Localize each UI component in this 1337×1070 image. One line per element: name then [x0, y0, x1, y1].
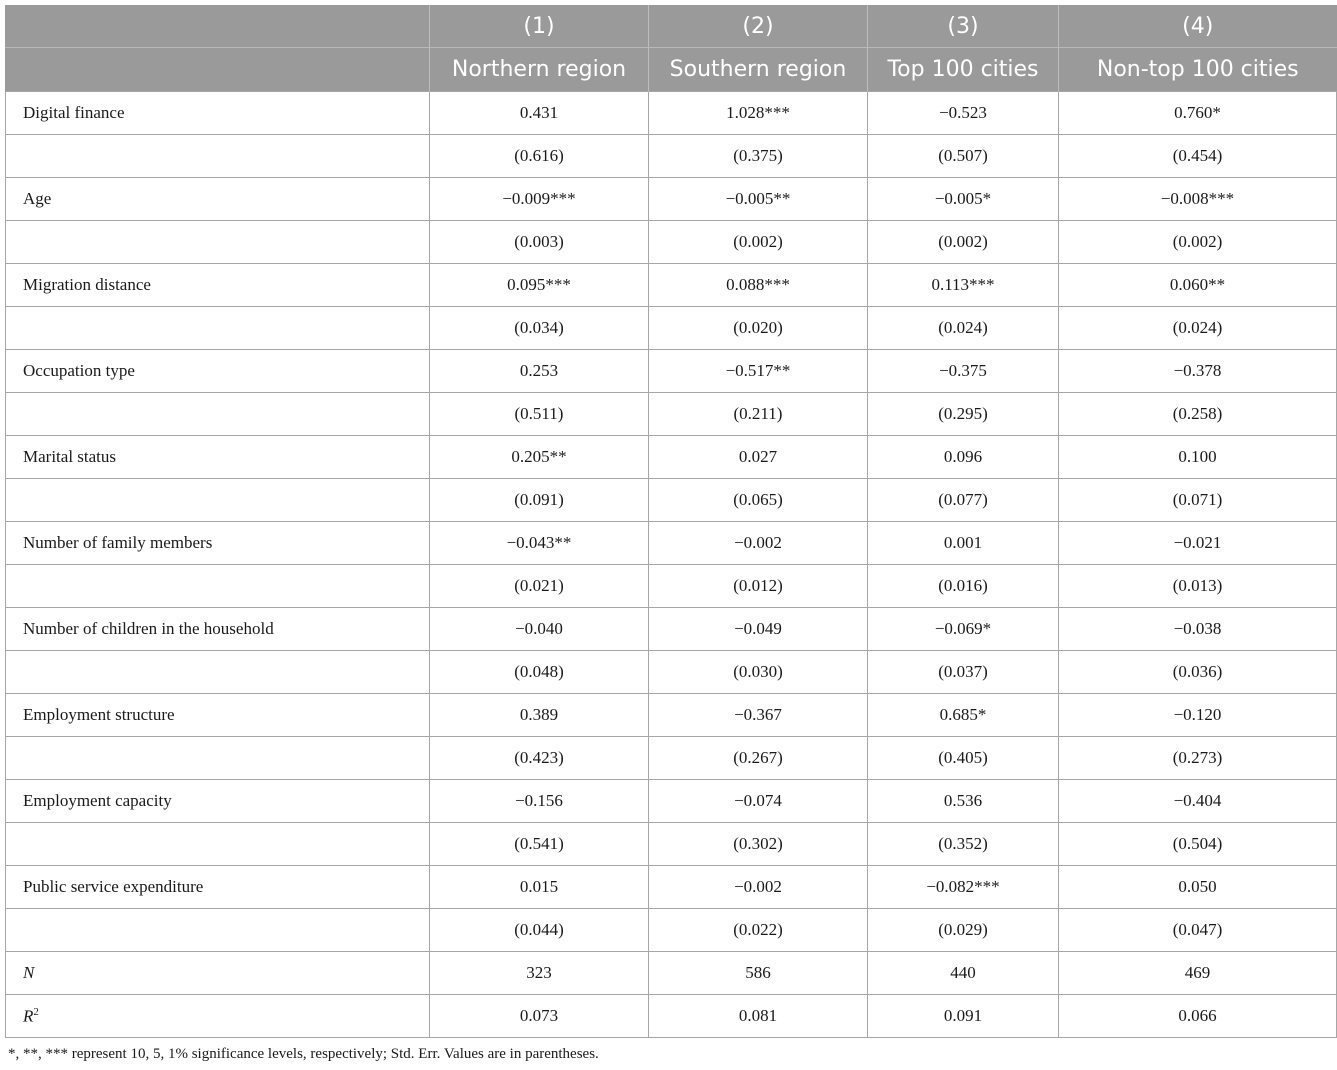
r2-cell: 0.066 [1059, 995, 1337, 1038]
table-row-r2 [6, 995, 1337, 1038]
coefficient-cell: 0.389 [430, 694, 649, 737]
std-err-cell: (0.020) [649, 307, 868, 350]
row-label: Number of children in the household [6, 608, 430, 651]
r2-cell: 0.081 [649, 995, 868, 1038]
std-err-cell: (0.013) [1059, 565, 1337, 608]
std-err-cell: (0.511) [430, 393, 649, 436]
header-corner [6, 5, 430, 48]
row-label-n: N [6, 952, 430, 995]
column-number: (1) [430, 5, 649, 48]
std-err-cell: (0.030) [649, 651, 868, 694]
std-err-cell: (0.507) [868, 135, 1059, 178]
table-row-std-err [6, 909, 1337, 952]
std-err-cell: (0.423) [430, 737, 649, 780]
row-label: Employment structure [6, 694, 430, 737]
table-row-n [6, 952, 1337, 995]
row-label-empty [6, 565, 430, 608]
std-err-cell: (0.375) [649, 135, 868, 178]
coefficient-cell: −0.517** [649, 350, 868, 393]
table-row-std-err [6, 307, 1337, 350]
coefficient-cell: 0.760* [1059, 92, 1337, 135]
r2-cell: 0.073 [430, 995, 649, 1038]
r2-label-superscript: 2 [33, 1005, 39, 1018]
regression-table [5, 5, 1337, 1038]
std-err-cell: (0.029) [868, 909, 1059, 952]
row-label-empty [6, 221, 430, 264]
row-label: Occupation type [6, 350, 430, 393]
coefficient-cell: 0.205** [430, 436, 649, 479]
coefficient-cell: 0.100 [1059, 436, 1337, 479]
coefficient-cell: −0.049 [649, 608, 868, 651]
row-label-r2 [6, 995, 430, 1038]
std-err-cell: (0.258) [1059, 393, 1337, 436]
coefficient-cell: 0.113*** [868, 264, 1059, 307]
coefficient-cell: −0.008*** [1059, 178, 1337, 221]
table-row [6, 350, 1337, 393]
n-cell: 469 [1059, 952, 1337, 995]
std-err-cell: (0.211) [649, 393, 868, 436]
table-row [6, 92, 1337, 135]
n-cell: 586 [649, 952, 868, 995]
table-row [6, 264, 1337, 307]
row-label: Number of family members [6, 522, 430, 565]
row-label: Marital status [6, 436, 430, 479]
table-row-std-err [6, 135, 1337, 178]
coefficient-cell: −0.404 [1059, 780, 1337, 823]
coefficient-cell: −0.069* [868, 608, 1059, 651]
row-label-empty [6, 479, 430, 522]
std-err-cell: (0.302) [649, 823, 868, 866]
coefficient-cell: 0.027 [649, 436, 868, 479]
row-label-empty [6, 135, 430, 178]
table-row [6, 522, 1337, 565]
row-label: Public service expenditure [6, 866, 430, 909]
std-err-cell: (0.616) [430, 135, 649, 178]
std-err-cell: (0.295) [868, 393, 1059, 436]
column-number: (3) [868, 5, 1059, 48]
row-label-empty [6, 393, 430, 436]
coefficient-cell: 0.060** [1059, 264, 1337, 307]
std-err-cell: (0.273) [1059, 737, 1337, 780]
coefficient-cell: −0.156 [430, 780, 649, 823]
table-row-std-err [6, 823, 1337, 866]
std-err-cell: (0.044) [430, 909, 649, 952]
header-row-numbers [6, 5, 1337, 48]
table-row-std-err [6, 737, 1337, 780]
coefficient-cell: 0.001 [868, 522, 1059, 565]
row-label-empty [6, 651, 430, 694]
table-row [6, 866, 1337, 909]
column-label: Northern region [430, 48, 649, 92]
table-row-std-err [6, 221, 1337, 264]
coefficient-cell: 0.536 [868, 780, 1059, 823]
coefficient-cell: −0.021 [1059, 522, 1337, 565]
std-err-cell: (0.022) [649, 909, 868, 952]
std-err-cell: (0.047) [1059, 909, 1337, 952]
std-err-cell: (0.036) [1059, 651, 1337, 694]
coefficient-cell: −0.002 [649, 522, 868, 565]
coefficient-cell: −0.074 [649, 780, 868, 823]
coefficient-cell: 0.253 [430, 350, 649, 393]
coefficient-cell: 1.028*** [649, 92, 868, 135]
std-err-cell: (0.012) [649, 565, 868, 608]
std-err-cell: (0.002) [1059, 221, 1337, 264]
coefficient-cell: 0.096 [868, 436, 1059, 479]
column-number: (4) [1059, 5, 1337, 48]
row-label: Migration distance [6, 264, 430, 307]
std-err-cell: (0.024) [868, 307, 1059, 350]
row-label: Digital finance [6, 92, 430, 135]
r2-label-base: R [23, 1006, 34, 1026]
table-row-std-err [6, 393, 1337, 436]
row-label-empty [6, 737, 430, 780]
std-err-cell: (0.003) [430, 221, 649, 264]
std-err-cell: (0.021) [430, 565, 649, 608]
column-label: Southern region [649, 48, 868, 92]
std-err-cell: (0.405) [868, 737, 1059, 780]
table-row [6, 436, 1337, 479]
table-row [6, 178, 1337, 221]
coefficient-cell: 0.088*** [649, 264, 868, 307]
row-label-empty [6, 307, 430, 350]
n-cell: 323 [430, 952, 649, 995]
std-err-cell: (0.048) [430, 651, 649, 694]
coefficient-cell: −0.375 [868, 350, 1059, 393]
column-label: Top 100 cities [868, 48, 1059, 92]
coefficient-cell: −0.009*** [430, 178, 649, 221]
coefficient-cell: 0.685* [868, 694, 1059, 737]
table-row-std-err [6, 565, 1337, 608]
header-row-labels [6, 48, 1337, 92]
std-err-cell: (0.065) [649, 479, 868, 522]
coefficient-cell: 0.095*** [430, 264, 649, 307]
row-label-empty [6, 823, 430, 866]
coefficient-cell: −0.043** [430, 522, 649, 565]
row-label-empty [6, 909, 430, 952]
coefficient-cell: 0.015 [430, 866, 649, 909]
table-row [6, 694, 1337, 737]
std-err-cell: (0.504) [1059, 823, 1337, 866]
table-row-std-err [6, 479, 1337, 522]
column-number: (2) [649, 5, 868, 48]
coefficient-cell: −0.523 [868, 92, 1059, 135]
coefficient-cell: −0.120 [1059, 694, 1337, 737]
std-err-cell: (0.541) [430, 823, 649, 866]
row-label: Employment capacity [6, 780, 430, 823]
std-err-cell: (0.454) [1059, 135, 1337, 178]
coefficient-cell: −0.005** [649, 178, 868, 221]
coefficient-cell: −0.378 [1059, 350, 1337, 393]
coefficient-cell: −0.040 [430, 608, 649, 651]
std-err-cell: (0.002) [868, 221, 1059, 264]
column-label: Non-top 100 cities [1059, 48, 1337, 92]
coefficient-cell: −0.002 [649, 866, 868, 909]
n-cell: 440 [868, 952, 1059, 995]
std-err-cell: (0.034) [430, 307, 649, 350]
coefficient-cell: −0.038 [1059, 608, 1337, 651]
coefficient-cell: 0.050 [1059, 866, 1337, 909]
std-err-cell: (0.016) [868, 565, 1059, 608]
std-err-cell: (0.071) [1059, 479, 1337, 522]
std-err-cell: (0.024) [1059, 307, 1337, 350]
coefficient-cell: −0.005* [868, 178, 1059, 221]
table-footnote: *, **, *** represent 10, 5, 1% significance levels, respectively; Std. Err. Values are in parentheses. [8, 1046, 599, 1062]
header-corner [6, 48, 430, 92]
std-err-cell: (0.037) [868, 651, 1059, 694]
std-err-cell: (0.352) [868, 823, 1059, 866]
std-err-cell: (0.267) [649, 737, 868, 780]
table-row [6, 780, 1337, 823]
std-err-cell: (0.002) [649, 221, 868, 264]
table-row-std-err [6, 651, 1337, 694]
coefficient-cell: 0.431 [430, 92, 649, 135]
r2-cell: 0.091 [868, 995, 1059, 1038]
std-err-cell: (0.077) [868, 479, 1059, 522]
std-err-cell: (0.091) [430, 479, 649, 522]
coefficient-cell: −0.082*** [868, 866, 1059, 909]
row-label: Age [6, 178, 430, 221]
coefficient-cell: −0.367 [649, 694, 868, 737]
table-row [6, 608, 1337, 651]
table-body [6, 92, 1337, 1038]
